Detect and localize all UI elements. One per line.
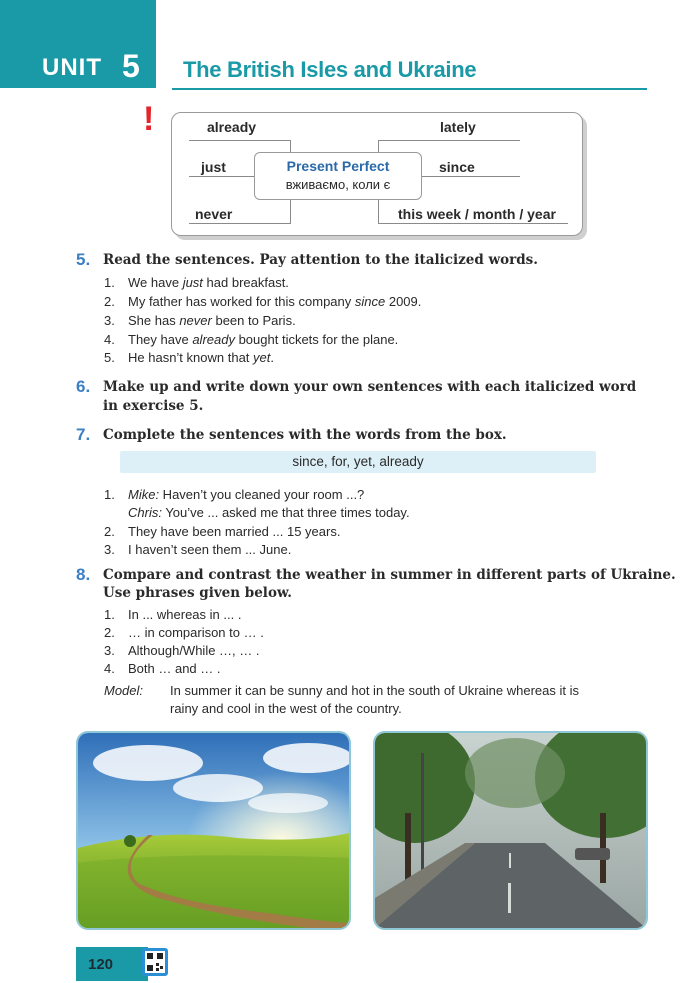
divider <box>378 140 520 141</box>
exercise-number: 5. <box>76 250 91 269</box>
page-title: The British Isles and Ukraine <box>183 57 477 82</box>
list-item <box>104 313 296 328</box>
item-number: 2. <box>104 294 115 309</box>
present-perfect-subtitle: вживаємо, коли є <box>285 177 391 192</box>
divider <box>378 140 379 152</box>
item-text: I haven’t seen them ... June. <box>128 542 292 557</box>
model-label-text: Model: <box>104 683 144 698</box>
italic-word: just <box>182 275 203 290</box>
list-item <box>104 661 221 676</box>
model-label <box>104 683 143 698</box>
item-number: 2. <box>104 625 115 640</box>
item-number: 2. <box>104 524 115 539</box>
item-text: Haven’t you cleaned your room ...? <box>159 487 365 502</box>
item-number: 4. <box>104 661 115 676</box>
word-box: since, for, yet, already <box>120 451 596 473</box>
list-item <box>104 487 364 502</box>
divider <box>378 198 379 223</box>
item-text: Both … and … . <box>128 661 221 676</box>
item-number: 1. <box>104 607 115 622</box>
unit-number: 5 <box>122 48 140 84</box>
exercise-number: 7. <box>76 425 91 444</box>
item-text: Although/While …, … . <box>128 643 260 658</box>
list-item <box>104 275 289 290</box>
exercise-instruction: Read the sentences. Pay attention to the italicized words. <box>103 252 538 268</box>
item-number: 3. <box>104 542 115 557</box>
italic-word: yet <box>253 350 271 365</box>
word-since: since <box>439 159 475 175</box>
list-item <box>104 643 260 658</box>
item-text: bought tickets for the plane. <box>234 332 399 347</box>
item-text: 2009. <box>385 294 422 309</box>
item-number: 3. <box>104 313 115 328</box>
title-underline <box>172 88 647 90</box>
item-text: In ... whereas in ... . <box>128 607 242 622</box>
unit-label: UNIT <box>42 54 102 81</box>
rainy-street-photo <box>373 731 648 930</box>
item-text: . <box>270 350 274 365</box>
item-text: You’ve ... asked me that three times today. <box>161 505 410 520</box>
item-text: … in comparison to … . <box>128 625 264 640</box>
divider <box>290 198 291 223</box>
present-perfect-box <box>254 152 422 200</box>
sunny-field-illustration <box>78 733 349 928</box>
exercise-instruction: Complete the sentences with the words from the box. <box>103 427 507 443</box>
exercise-instruction: Use phrases given below. <box>103 585 292 601</box>
item-text: had breakfast. <box>202 275 289 290</box>
list-item <box>104 505 410 520</box>
speaker: Mike: <box>128 487 160 502</box>
item-text: They have been married ... 15 years. <box>128 524 341 539</box>
word-already: already <box>207 119 257 135</box>
list-item <box>104 524 340 539</box>
italic-word: since <box>354 294 386 309</box>
list-item <box>104 625 264 640</box>
divider <box>189 140 291 141</box>
sunny-field-photo <box>76 731 351 930</box>
list-item <box>104 294 421 309</box>
item-number: 5. <box>104 350 115 365</box>
page-number: 120 <box>88 956 114 973</box>
exercise-number: 6. <box>76 377 91 396</box>
list-item <box>104 332 398 347</box>
item-number: 3. <box>104 643 115 658</box>
item-number: 1. <box>104 275 115 290</box>
model-text: rainy and cool in the west of the country. <box>170 701 402 716</box>
exercise-number: 8. <box>76 565 91 584</box>
speaker: Chris: <box>128 505 162 520</box>
divider <box>290 140 291 152</box>
list-item <box>104 542 291 557</box>
italic-word: already <box>192 332 235 347</box>
word-this-week: this week / month / year <box>398 206 556 222</box>
present-perfect-label: Present Perfect <box>286 158 390 174</box>
item-text: We have <box>128 275 183 290</box>
word-just: just <box>201 159 226 175</box>
qr-code-icon[interactable] <box>141 947 169 977</box>
word-lately: lately <box>440 119 476 135</box>
item-text: been to Paris. <box>211 313 296 328</box>
item-number: 4. <box>104 332 115 347</box>
model-text: In summer it can be sunny and hot in the south of Ukraine whereas it is <box>170 683 579 698</box>
item-number: 1. <box>104 487 115 502</box>
item-text: My father has worked for this company <box>128 294 355 309</box>
exercise-instruction: in exercise 5. <box>103 398 204 414</box>
divider <box>378 223 568 224</box>
divider <box>189 176 254 177</box>
item-text: She has <box>128 313 180 328</box>
rainy-street-illustration <box>375 733 646 928</box>
exercise-instruction: Make up and write down your own sentences with each italicized word <box>103 379 637 395</box>
exercise-instruction: Compare and contrast the weather in summer in different parts of Ukraine. <box>103 567 676 583</box>
divider <box>189 223 291 224</box>
list-item <box>104 350 274 365</box>
italic-word: never <box>179 313 212 328</box>
divider <box>420 176 520 177</box>
exclamation-icon: ! <box>143 100 155 138</box>
list-item <box>104 607 241 622</box>
item-text: They have <box>128 332 193 347</box>
item-text: He hasn’t known that <box>128 350 254 365</box>
word-never: never <box>195 206 233 222</box>
